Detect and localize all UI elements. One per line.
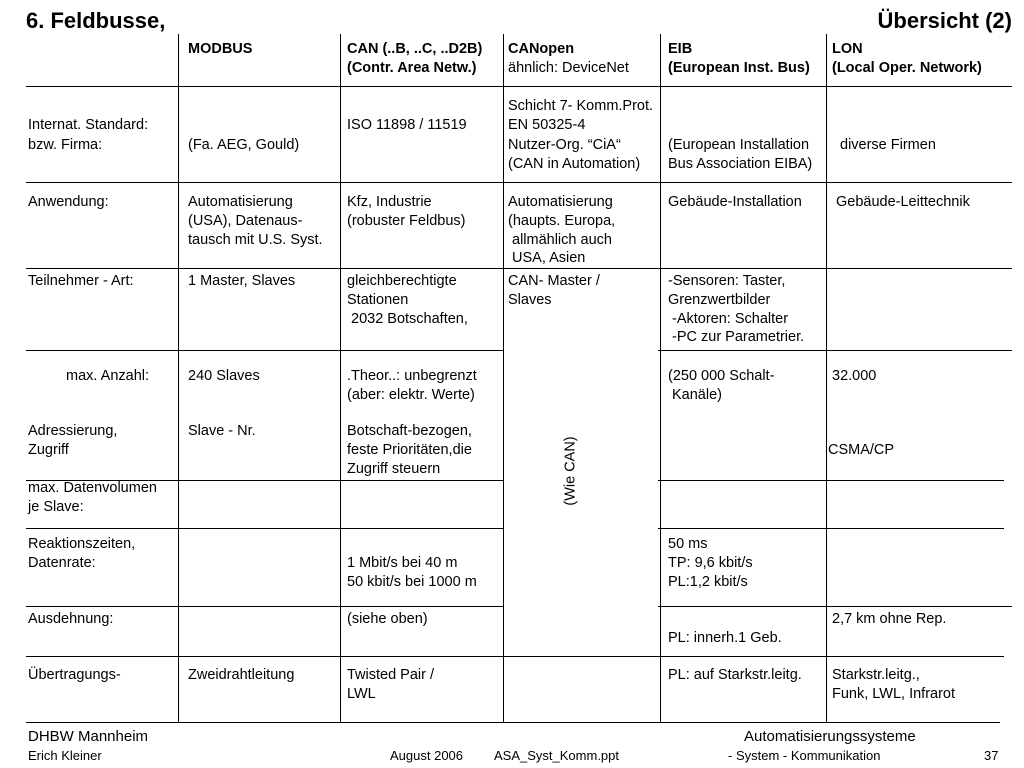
grid-line <box>658 480 1004 481</box>
cell-lon-adressierung: CSMA/CP <box>828 442 895 458</box>
cell-modbus-adressierung: Slave - Nr. <box>188 423 256 439</box>
cell-can-uebertragung: LWL <box>347 686 376 702</box>
cell-modbus-uebertragung: Zweidrahtleitung <box>188 667 295 683</box>
row-label-uebertragung: Übertragungs- <box>28 667 121 683</box>
cell-canopen-standard: (CAN in Automation) <box>508 156 641 172</box>
cell-eib-anzahl: Kanäle) <box>672 387 722 403</box>
cell-eib-ausdehnung: PL: innerh.1 Geb. <box>668 630 782 646</box>
header-lon: (Local Oper. Network) <box>832 60 982 76</box>
grid-line <box>26 350 504 351</box>
grid-line <box>826 34 827 722</box>
cell-lon-ausdehnung: 2,7 km ohne Rep. <box>832 611 947 627</box>
footer-org: DHBW Mannheim <box>28 728 149 745</box>
grid-line <box>178 34 179 722</box>
cell-lon-anzahl: 32.000 <box>832 368 877 384</box>
cell-canopen-anwendung: (haupts. Europa, <box>508 213 616 229</box>
cell-can-adressierung: feste Prioritäten,die <box>347 442 472 458</box>
cell-modbus-teilnehmer: 1 Master, Slaves <box>188 273 296 289</box>
footer-subtitle: - System - Kommunikation <box>728 748 881 763</box>
row-label-datenvolumen: je Slave: <box>28 499 84 515</box>
header-eib: EIB <box>668 41 693 57</box>
row-label-ausdehnung: Ausdehnung: <box>28 611 114 627</box>
row-label-adressierung: Adressierung, <box>28 423 118 439</box>
cell-canopen-standard: Nutzer-Org. “CiA“ <box>508 137 621 153</box>
grid-line <box>658 350 1012 351</box>
header-canopen: CANopen <box>508 41 575 57</box>
row-label-teilnehmer: Teilnehmer - Art: <box>28 273 134 289</box>
header-modbus: MODBUS <box>188 41 253 57</box>
row-label-adressierung: Zugriff <box>28 442 69 458</box>
canopen-vertical-note: (Wie CAN) <box>562 436 579 506</box>
grid-line <box>26 182 1012 183</box>
cell-lon-standard: diverse Firmen <box>840 137 936 153</box>
cell-eib-teilnehmer: -Sensoren: Taster, <box>668 273 786 289</box>
header-can: (Contr. Area Netw.) <box>347 60 477 76</box>
cell-eib-anwendung: Gebäude-Installation <box>668 194 802 210</box>
cell-can-anzahl: .Theor..: unbegrenzt <box>347 368 477 384</box>
cell-can-ausdehnung: (siehe oben) <box>347 611 428 627</box>
footer-file: ASA_Syst_Komm.ppt <box>494 748 619 763</box>
page-subtitle: Übersicht (2) <box>877 8 1012 33</box>
cell-can-reaktion: 50 kbit/s bei 1000 m <box>347 574 477 590</box>
grid-line <box>26 656 1004 657</box>
cell-eib-teilnehmer: -PC zur Parametrier. <box>672 329 805 345</box>
grid-line <box>26 528 504 529</box>
grid-line <box>26 86 1012 87</box>
cell-eib-uebertragung: PL: auf Starkstr.leitg. <box>668 667 802 683</box>
header-canopen: ähnlich: DeviceNet <box>508 60 629 76</box>
cell-can-adressierung: Botschaft-bezogen, <box>347 423 472 439</box>
grid-line <box>658 528 1004 529</box>
cell-lon-anwendung: Gebäude-Leittechnik <box>836 194 970 210</box>
cell-can-anwendung: Kfz, Industrie <box>347 194 432 210</box>
row-label-standard: bzw. Firma: <box>28 137 103 153</box>
cell-eib-teilnehmer: Grenzwertbilder <box>668 292 771 308</box>
page-title: 6. Feldbusse, <box>26 8 166 33</box>
header-can: CAN (..B, ..C, ..D2B) <box>347 41 483 57</box>
cell-modbus-anwendung: Automatisierung <box>188 194 293 210</box>
footer-author: Erich Kleiner <box>28 748 102 763</box>
cell-canopen-anwendung: USA, Asien <box>512 250 586 266</box>
cell-eib-anzahl: (250 000 Schalt- <box>668 368 775 384</box>
cell-eib-standard: Bus Association EIBA) <box>668 156 813 172</box>
header-lon: LON <box>832 41 863 57</box>
cell-can-anzahl: (aber: elektr. Werte) <box>347 387 475 403</box>
cell-can-teilnehmer: gleichberechtigte <box>347 273 457 289</box>
row-label-reaktion: Reaktionszeiten, <box>28 536 136 552</box>
cell-can-teilnehmer: Stationen <box>347 292 409 308</box>
cell-can-uebertragung: Twisted Pair / <box>347 667 435 683</box>
cell-modbus-anzahl: 240 Slaves <box>188 368 260 384</box>
cell-eib-reaktion: 50 ms <box>668 536 708 552</box>
cell-canopen-teilnehmer: Slaves <box>508 292 552 308</box>
grid-line <box>660 34 661 722</box>
cell-canopen-teilnehmer: CAN- Master / <box>508 273 600 289</box>
grid-line <box>503 34 504 722</box>
grid-line <box>26 722 1000 723</box>
cell-can-adressierung: Zugriff steuern <box>347 461 441 477</box>
cell-can-standard: ISO 11898 / 11519 <box>347 117 467 133</box>
cell-canopen-anwendung: allmählich auch <box>512 232 612 248</box>
footer-course: Automatisierungssysteme <box>744 728 916 745</box>
cell-modbus-anwendung: tausch mit U.S. Syst. <box>188 232 323 248</box>
grid-line <box>658 606 1012 607</box>
cell-modbus-anwendung: (USA), Datenaus- <box>188 213 303 229</box>
grid-line <box>26 268 1012 269</box>
cell-can-reaktion: 1 Mbit/s bei 40 m <box>347 555 458 571</box>
cell-canopen-anwendung: Automatisierung <box>508 194 613 210</box>
cell-canopen-standard: Schicht 7- Komm.Prot. <box>508 98 654 114</box>
cell-eib-standard: (European Installation <box>668 137 810 153</box>
cell-lon-uebertragung: Starkstr.leitg., <box>832 667 920 683</box>
cell-modbus-standard: (Fa. AEG, Gould) <box>188 137 300 153</box>
row-label-anzahl: max. Anzahl: <box>66 368 150 384</box>
grid-line <box>340 34 341 722</box>
footer-date: August 2006 <box>390 748 464 763</box>
row-label-reaktion: Datenrate: <box>28 555 96 571</box>
cell-eib-reaktion: TP: 9,6 kbit/s <box>668 555 753 571</box>
row-label-anwendung: Anwendung: <box>28 194 109 210</box>
cell-can-anwendung: (robuster Feldbus) <box>347 213 466 229</box>
row-label-standard: Internat. Standard: <box>28 117 149 133</box>
cell-lon-uebertragung: Funk, LWL, Infrarot <box>832 686 956 702</box>
grid-line <box>26 606 504 607</box>
cell-eib-teilnehmer: -Aktoren: Schalter <box>672 311 789 327</box>
row-label-datenvolumen: max. Datenvolumen <box>28 480 157 496</box>
header-eib: (European Inst. Bus) <box>668 60 810 76</box>
footer-page-number: 37 <box>984 748 999 763</box>
cell-canopen-standard: EN 50325-4 <box>508 117 586 133</box>
cell-eib-reaktion: PL:1,2 kbit/s <box>668 574 748 590</box>
cell-can-teilnehmer: 2032 Botschaften, <box>351 311 468 327</box>
